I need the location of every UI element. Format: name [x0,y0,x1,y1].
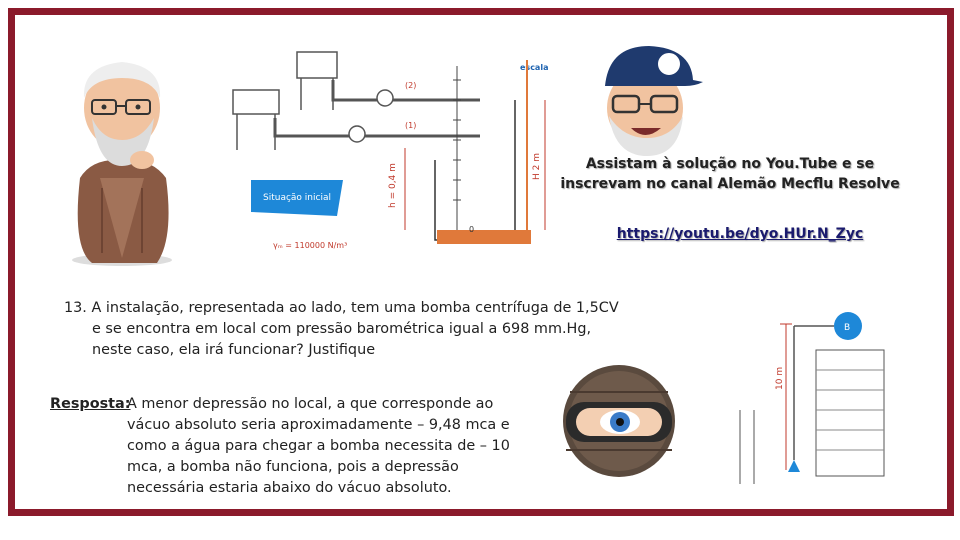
question-line-3: neste caso, ela irá funcionar? Justifique [92,342,376,358]
promo-line-1: Assistam à solução no You.Tube e se [585,156,875,172]
label-1: (1) [405,121,417,130]
h-dimension: h = 0,4 m [388,163,398,208]
presenter-avatar-cap [595,42,705,162]
answer-line-2: vácuo absoluto seria aproximadamente – 9,48 mca e [127,417,510,433]
channel-promo [560,154,900,194]
goggle-eye-icon [560,362,678,480]
question-line-2: e se encontra em local com pressão barométrica igual a 698 mm.Hg, [92,321,592,337]
building-diagram [730,310,905,490]
H-dimension: H 2 m [532,153,542,180]
answer-line-4: mca, a bomba não funciona, pois a depressão [127,459,459,475]
scale-label: escala [520,63,549,72]
label-2: (2) [405,81,417,90]
presenter-avatar-left [62,48,182,268]
answer-line-1: A menor depressão no local, a que corresponde ao [127,396,494,412]
gamma-label: γₘ = 110000 N/m³ [273,241,348,250]
answer-line-3: como a água para chegar a bomba necessita de – 10 [127,438,510,454]
pump-installation-diagram [225,40,555,255]
tank-b-label: B [844,323,851,333]
question-13 [64,298,630,361]
youtube-link[interactable]: https://youtu.be/dyo.HUr.N_Zyc [616,226,864,242]
question-line-1: 13. A instalação, representada ao lado, tem uma bomba centrífuga de 1,5CV [64,300,619,316]
height-10m-label: 10 m [775,366,785,390]
promo-line-2: inscrevam no canal Alemão Mecflu Resolve [560,176,900,192]
answer-line-5: necessária estaria abaixo do vácuo absoluto. [127,480,452,496]
situacao-inicial-label: Situação inicial [263,193,331,203]
zero-label: 0 [469,225,475,234]
answer-block [50,394,524,499]
answer-label: Resposta: [50,396,131,412]
